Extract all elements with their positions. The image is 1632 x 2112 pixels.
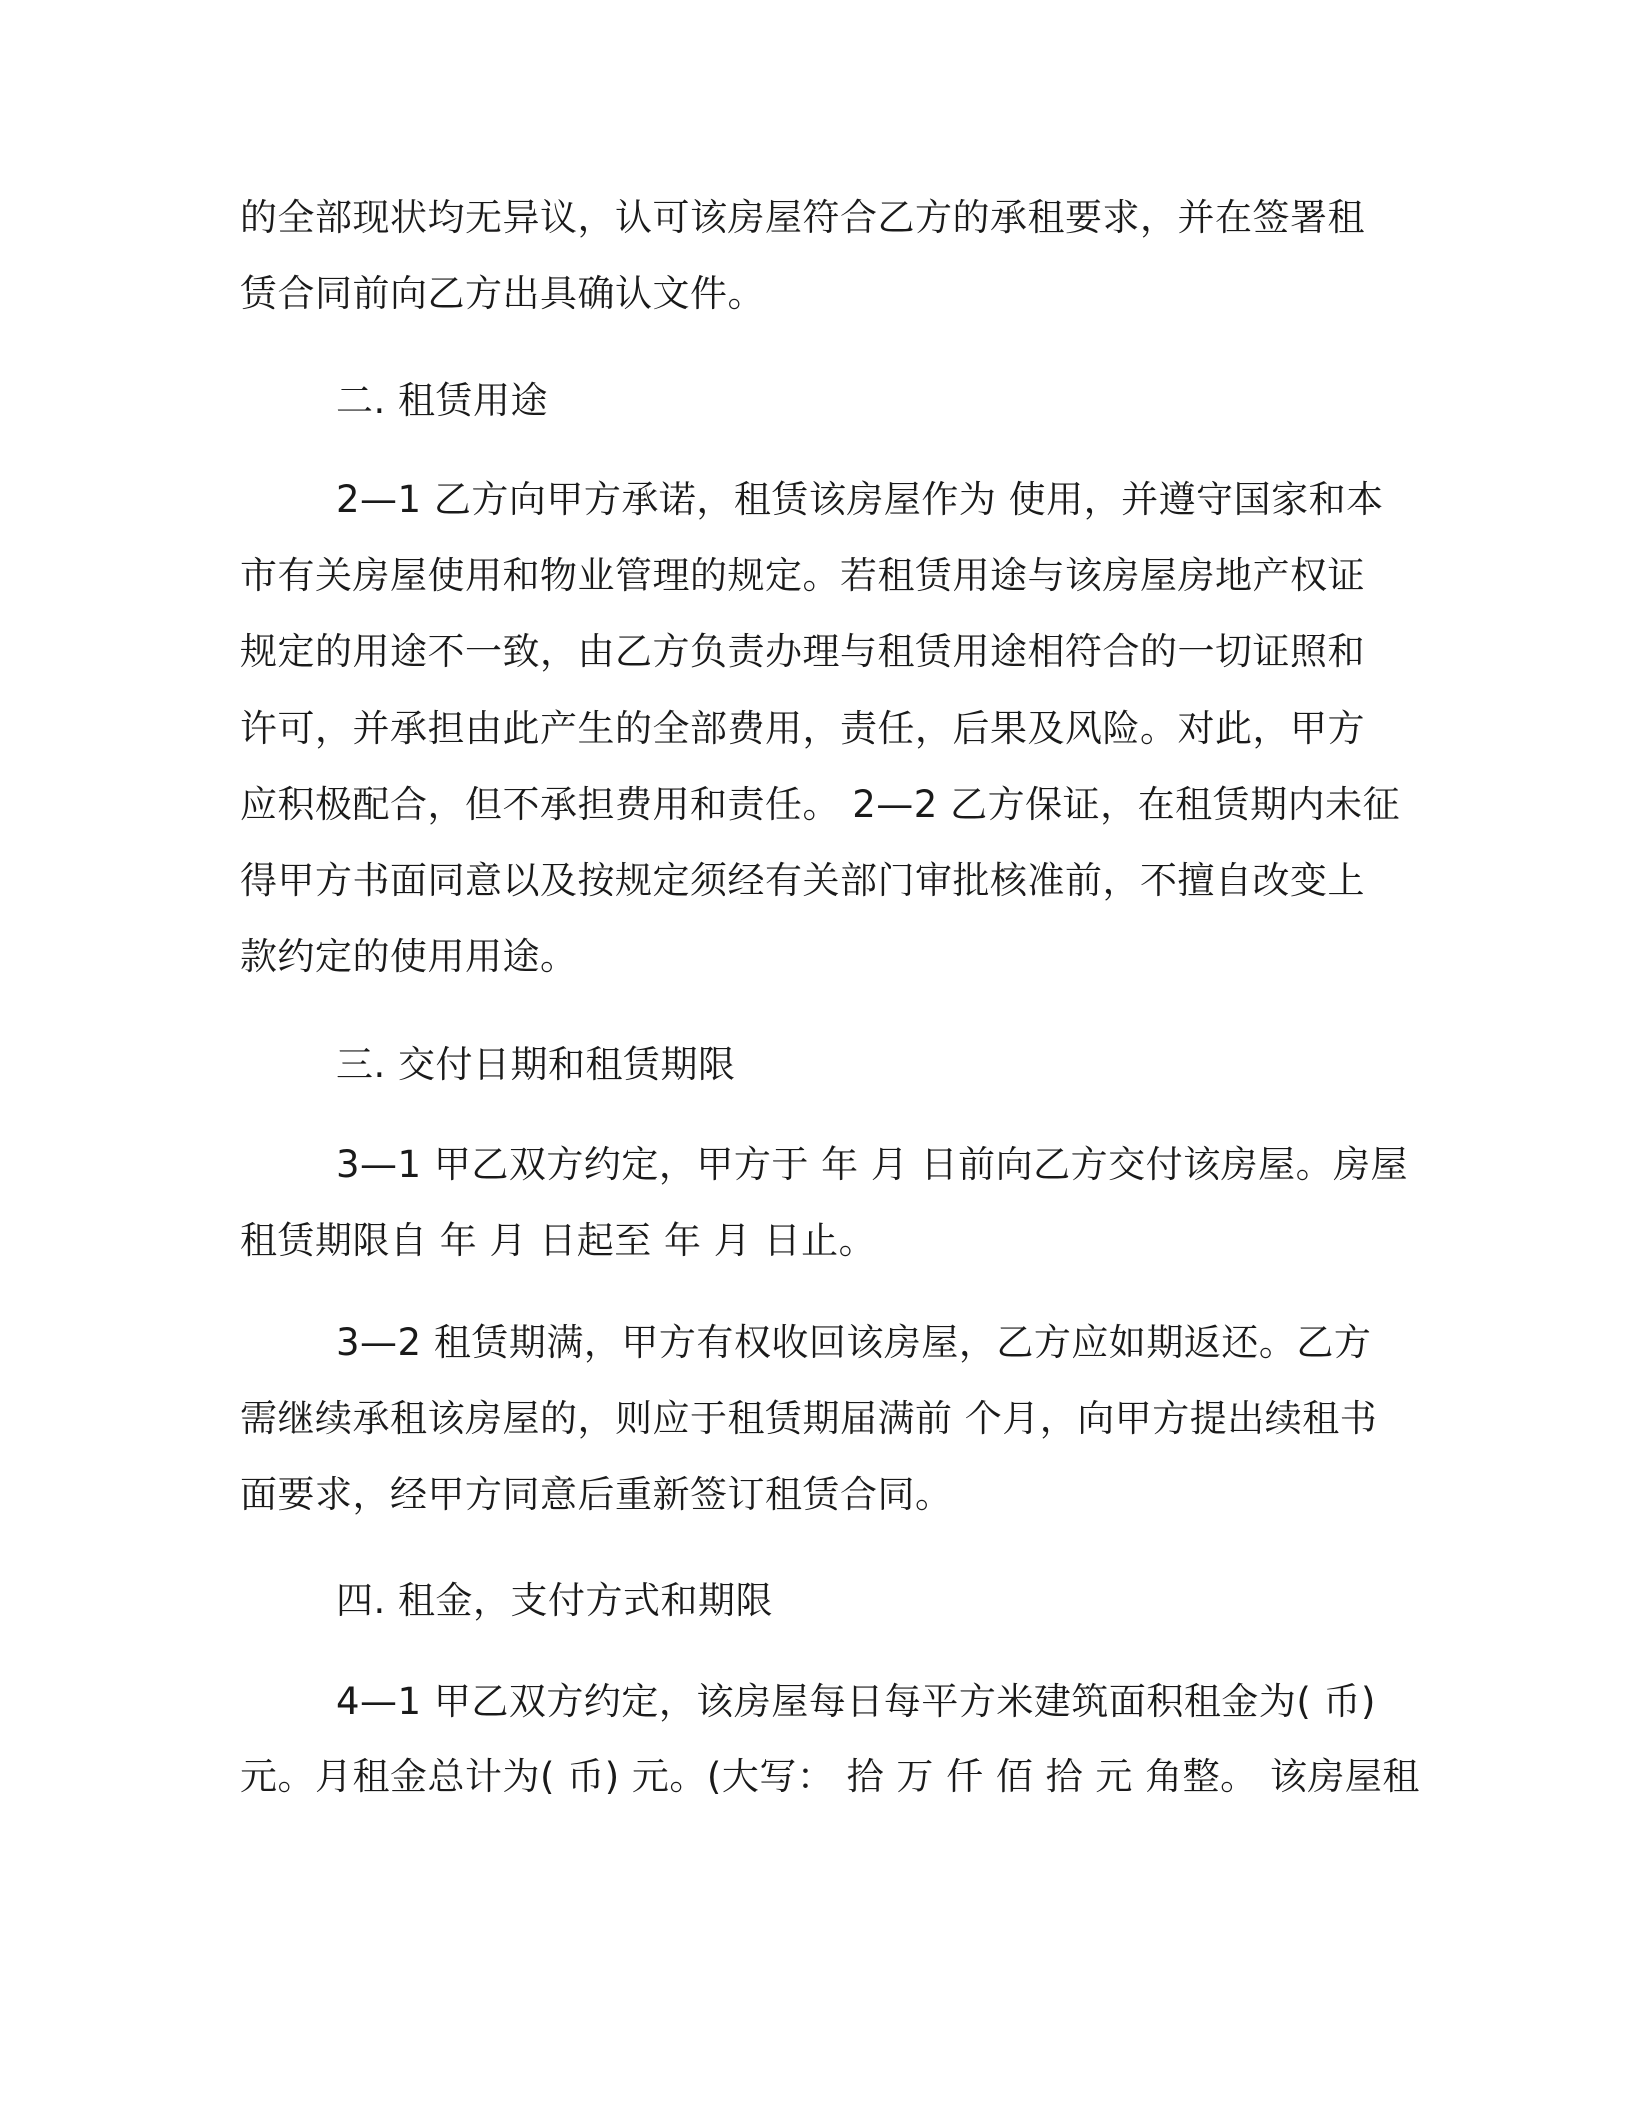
text-line: 款约定的使用用途。 xyxy=(240,935,578,978)
text-line: 租赁期限自 年 月 日起至 年 月 日止。 xyxy=(240,1219,877,1262)
text-line: 得甲方书面同意以及按规定须经有关部门审批核准前，不擅自改变上 xyxy=(240,859,1365,902)
text-line: 应积极配合，但不承担费用和责任。 2—2 乙方保证，在租赁期内未征 xyxy=(240,783,1401,826)
text-line: 许可，并承担由此产生的全部费用，责任，后果及风险。对此，甲方 xyxy=(240,707,1365,750)
text-line: 的全部现状均无异议，认可该房屋符合乙方的承租要求，并在签署租 xyxy=(240,196,1365,239)
text-line: 3—2 租赁期满，甲方有权收回该房屋，乙方应如期返还。乙方 xyxy=(336,1321,1372,1364)
text-line: 赁合同前向乙方出具确认文件。 xyxy=(240,272,765,315)
text-line: 市有关房屋使用和物业管理的规定。若租赁用途与该房屋房地产权证 xyxy=(240,554,1365,597)
section-heading: 三. 交付日期和租赁期限 xyxy=(336,1043,736,1086)
section-heading: 二. 租赁用途 xyxy=(336,379,549,422)
section-heading: 四. 租金，支付方式和期限 xyxy=(336,1579,774,1622)
text-line: 2—1 乙方向甲方承诺，租赁该房屋作为 使用，并遵守国家和本 xyxy=(336,478,1384,521)
text-line: 面要求，经甲方同意后重新签订租赁合同。 xyxy=(240,1473,953,1516)
text-line: 规定的用途不一致，由乙方负责办理与租赁用途相符合的一切证照和 xyxy=(240,630,1365,673)
text-line: 元。月租金总计为( 币) 元。(大写： 拾 万 仟 佰 拾 元 角整。 该房屋租 xyxy=(240,1755,1420,1798)
text-line: 4—1 甲乙双方约定，该房屋每日每平方米建筑面积租金为( 币) xyxy=(336,1680,1376,1723)
text-line: 3—1 甲乙双方约定，甲方于 年 月 日前向乙方交付该房屋。房屋 xyxy=(336,1143,1409,1186)
text-line: 需继续承租该房屋的，则应于租赁期届满前 个月，向甲方提出续租书 xyxy=(240,1397,1378,1440)
